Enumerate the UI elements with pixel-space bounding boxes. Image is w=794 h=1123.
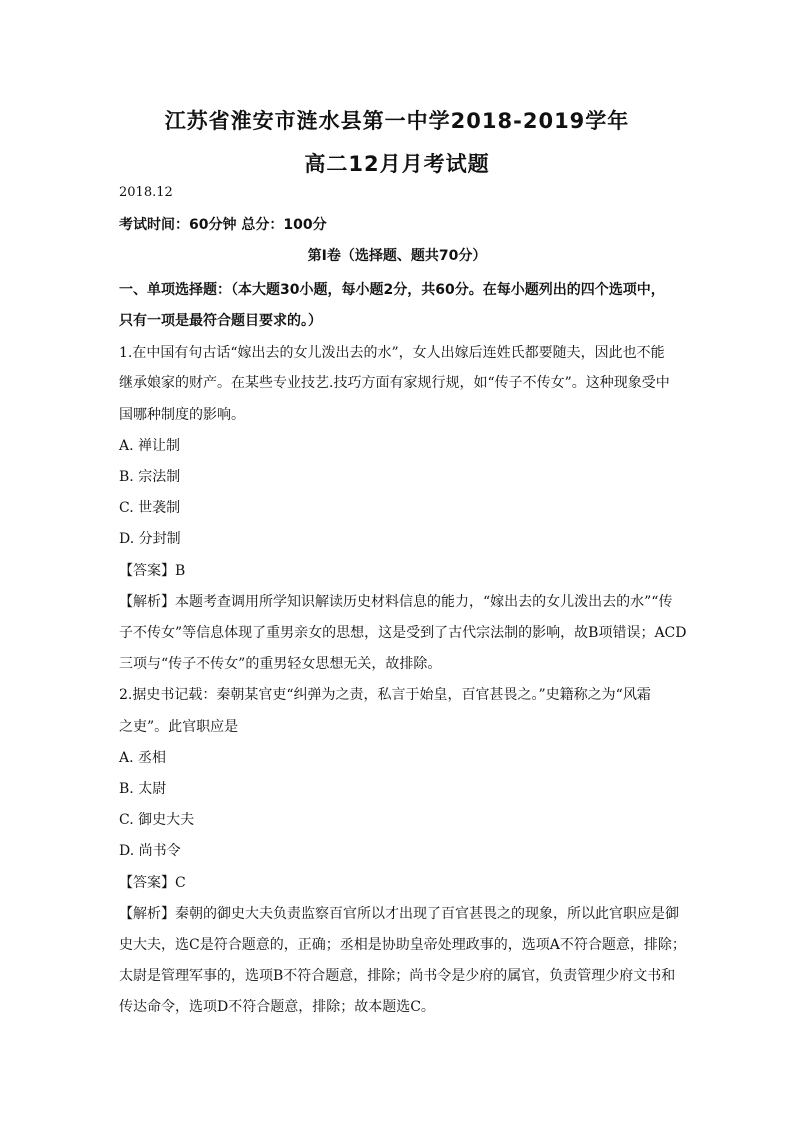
q2-option-a: A. 丞相 [119, 750, 167, 766]
q2-analysis-line: 传达命令，选项D不符合题意，排除；故本题选C。 [119, 999, 435, 1015]
q2-analysis-line: 【解析】秦朝的御史大夫负责监察百官所以才出现了百官甚畏之的现象，所以此官职应是御 [119, 906, 679, 922]
q2-option-c: C. 御史大夫 [119, 812, 195, 828]
q1-option-d: D. 分封制 [119, 531, 181, 547]
q2-option-b: B. 太尉 [119, 781, 167, 797]
q1-option-c: C. 世袭制 [119, 500, 181, 516]
q1-option-a: A. 禅让制 [119, 438, 181, 454]
document-title-line1: 江苏省淮安市涟水县第一中学2018-2019学年 [164, 109, 630, 133]
q1-analysis-line: 子不传女”等信息体现了重男亲女的思想，这是受到了古代宗法制的影响，故B项错误；ACD [119, 625, 687, 641]
q1-analysis-line: 三项与“传子不传女”的重男轻女思想无关，故排除。 [119, 656, 442, 672]
q1-analysis-line: 【解析】本题考查调用所学知识解读历史材料信息的能力，“嫁出去的女儿泼出去的水”“传 [119, 594, 673, 610]
q2-option-d: D. 尚书令 [119, 843, 181, 859]
q2-answer: 【答案】C [119, 875, 186, 891]
q1-option-b: B. 宗法制 [119, 469, 181, 485]
q1-stem-line: 国哪种制度的影响。 [119, 407, 245, 423]
exam-info: 考试时间：60分钟 总分：100分 [119, 217, 327, 233]
q1-stem-line: 1.在中国有句古话“嫁出去的女儿泼出去的水”，女人出嫁后连姓氏都要随夫，因此也不能 [119, 345, 665, 361]
q2-stem-line: 之吏”。此官职应是 [119, 719, 239, 735]
document-title-line2: 高二12月月考试题 [304, 152, 490, 176]
section-heading-line: 只有一项是最符合题目要求的。） [119, 313, 322, 329]
q1-answer: 【答案】B [119, 563, 186, 579]
volume-title: 第Ⅰ卷（选择题、题共70分） [307, 248, 487, 264]
q1-stem-line: 继承娘家的财产。在某些专业技艺.技巧方面有家规行规，如“传子不传女”。这种现象受中 [119, 375, 670, 391]
q2-analysis-line: 史大夫，选C是符合题意的，正确；丞相是协助皇帝处理政事的，选项A不符合题意，排除； [119, 937, 686, 953]
q2-stem-line: 2.据史书记载：秦朝某官吏“纠弹为之责，私言于始皇，百官甚畏之。”史籍称之为“风霜 [119, 687, 651, 703]
q2-analysis-line: 太尉是管理军事的，选项B不符合题意，排除；尚书令是少府的属官，负责管理少府文书和 [119, 968, 676, 984]
exam-date: 2018.12 [119, 185, 173, 200]
section-heading-line: 一、单项选择题：（本大题30小题，每小题2分，共60分。在每小题列出的四个选项中， [119, 282, 665, 298]
